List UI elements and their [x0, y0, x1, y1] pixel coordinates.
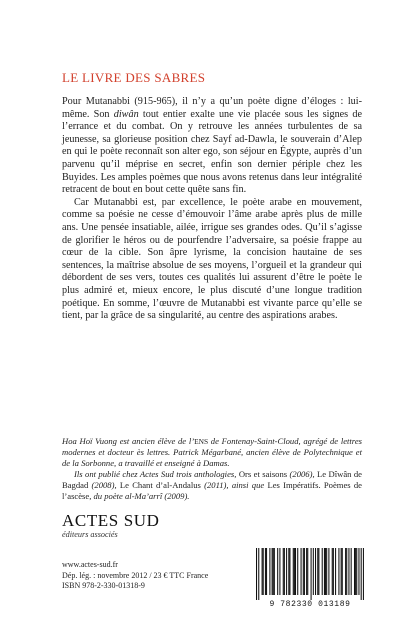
blurb-paragraph-1 [62, 96, 362, 197]
barcode-bar [284, 548, 285, 595]
barcode-bar [324, 548, 325, 595]
barcode-bar [333, 548, 334, 595]
barcode-bar [326, 548, 327, 595]
book-title: LE LIVRE DES SABRES [62, 70, 206, 85]
barcode-bar [301, 548, 302, 595]
barcode-bars-icon [256, 548, 364, 600]
author-bio-paragraph-1 [62, 436, 362, 469]
barcode-bar [303, 548, 304, 595]
barcode-bar [356, 548, 357, 595]
barcode-bar [286, 548, 287, 595]
author-bio [62, 436, 362, 502]
barcode-bar [279, 548, 280, 595]
publisher-logo [62, 512, 160, 540]
barcode-bar [318, 548, 319, 595]
barcode-bar [265, 548, 266, 595]
publisher-name: ACTES SUD [62, 511, 160, 530]
bio-text: du poète al-Ma’arrî (2009). [91, 491, 190, 501]
barcode-bar [288, 548, 289, 595]
blurb-text: Pour Mutanabbi (915-965), il n’y a qu’un poète digne d’éloges : lui-même. Son [62, 96, 362, 120]
bio-text: Hoa Hoï Vuong est ancien élève de l’ [62, 436, 195, 446]
barcode-bar [311, 548, 312, 600]
barcode-bar [306, 548, 307, 595]
barcode-bar [256, 548, 257, 600]
barcode-bar [274, 548, 275, 595]
barcode-bar [317, 548, 318, 595]
barcode-bar [325, 548, 326, 595]
barcode-bar [313, 548, 314, 595]
barcode-bar [358, 548, 359, 595]
bio-text: (2006), [287, 469, 318, 479]
imprint-info [62, 560, 208, 592]
barcode-bar [342, 548, 343, 595]
barcode-bar [345, 548, 346, 595]
barcode-bar [266, 548, 267, 595]
barcode-bar [289, 548, 290, 595]
barcode-bar [335, 548, 336, 595]
barcode-bar [272, 548, 273, 595]
barcode-digits: 9 782330 013189 [269, 600, 351, 609]
barcode-bar [277, 548, 278, 595]
barcode-bar [269, 548, 270, 595]
blurb-paragraph-2: Car Mutanabbi est, par excellence, le poète arabe en mouvement, comme sa poésie ne cesse d’émouvoir l’âme arabe après plus de mille ans. Une pensée insatiable, ailée, irrigue ses grandes odes. Qu’il s’agisse de glorifier le héros ou de pourfendre l’adversaire, sa poésie frappe au cœur de la cible. Son âpre lyrisme, la concision hautaine de ses sentences, la maîtrise absolue de ses moyens, l’orgueil et la grandeur qui débordent de ses vers, toutes ces qualités lui assurent d’être le poète le plus admiré et, mieux encore, le plus discuté d’une longue tradition poétique. En somme, l’œuvre de Mutanabbi est vivante parce qu’elle se tient, par la grâce de sa singularité, au centre des aspirations arabes. [62, 196, 362, 322]
barcode-bar [328, 548, 329, 595]
bio-text: de Fontenay-Saint-Cloud, agrégé de lettres modernes et docteur ès lettres. Patrick Mégarbané, ancien élève de Polytechnique et de la Sorbonne, a travaillé et enseigné à Damas. [62, 436, 362, 468]
book-title-diwan: Le Dîwân de Bagdad [62, 469, 362, 490]
website-url: www.actes-sud.fr [62, 560, 118, 569]
blurb-italic-term: diwân [113, 108, 139, 120]
barcode-bar [361, 548, 362, 600]
blurb-text: tout entier exalte une vie placée sous les signes de l’errance et du combat. On y retrouve les années turbulentes de sa jeunesse, sa glorieuse position chez Sayf ad-Dawla, le souverain d’Alep en qui le poète reconnaît son alter ego, son séjour en Égypte, auprès d’un parvenu qu’il méprise en secret, enfin son dernier périple chez les Buyides. Les amples poèmes que nous avons retenus dans leur intégralité retracent de bout en bout cette quête sans fin. [62, 108, 362, 196]
barcode-bar [258, 548, 259, 600]
barcode-bar [348, 548, 349, 595]
barcode-bar [355, 548, 356, 595]
barcode-bar [304, 548, 305, 595]
barcode [256, 548, 364, 600]
barcode-bar [262, 548, 263, 595]
barcode-bar [346, 548, 347, 595]
barcode-bar [297, 548, 298, 595]
barcode-bar [283, 548, 284, 595]
barcode-bar [322, 548, 323, 595]
barcode-bar [294, 548, 295, 595]
isbn: ISBN 978-2-330-01318-9 [62, 581, 145, 590]
barcode-bar [354, 548, 355, 595]
barcode-bar [295, 548, 296, 595]
barcode-bar [315, 548, 316, 595]
bio-text: Ils ont publié chez Actes Sud trois anthologies, [74, 469, 239, 479]
legal-deposit-price: Dép. lég. : novembre 2012 / 23 € TTC France [62, 570, 209, 580]
barcode-bar [307, 548, 308, 595]
barcode-bar [293, 548, 294, 595]
barcode-bar [263, 548, 264, 595]
author-bio-paragraph-2 [62, 469, 362, 502]
barcode-bar [338, 548, 339, 595]
bio-smallcaps: ENS [194, 437, 209, 446]
publisher-tagline: éditeurs associés [62, 530, 118, 539]
barcode-bar [341, 548, 342, 595]
barcode-bar [332, 548, 333, 595]
bio-text: (2011), ainsi que [200, 480, 268, 490]
blurb [62, 96, 362, 323]
barcode-bar [363, 548, 364, 600]
barcode-bar [351, 548, 352, 595]
barcode-bar [273, 548, 274, 595]
book-title-ors: Ors et saisons [238, 469, 288, 479]
book-title-chant: Le Chant d’al-Andalus [119, 480, 201, 490]
book-title-imperatifs: Les Impératifs. Poèmes de l’ascèse, [62, 480, 362, 501]
bio-text: (2008), [88, 480, 120, 490]
